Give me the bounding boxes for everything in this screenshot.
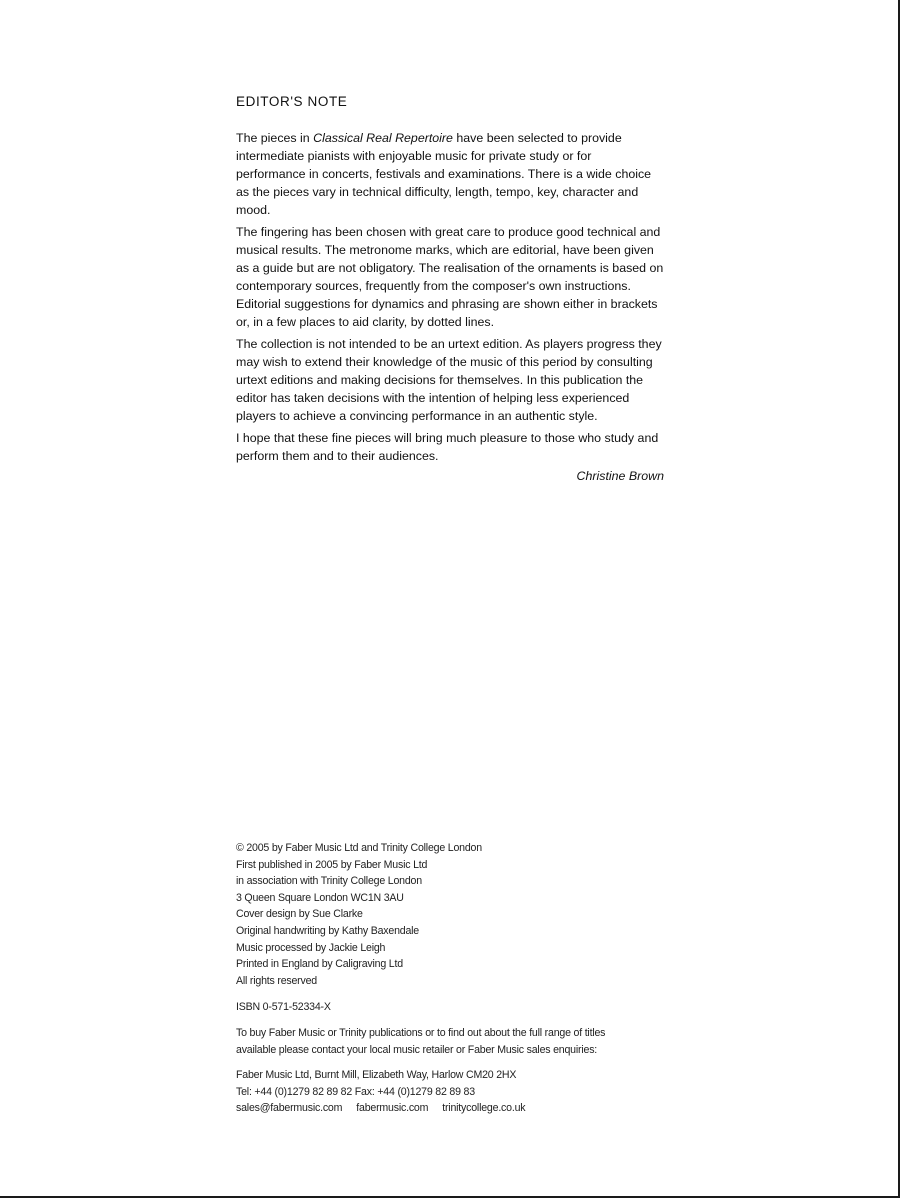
note-paragraph-3: The collection is not intended to be an urtext edition. As players progress they may wish to extend their knowledge of the music of this period by consulting urtext editions and making decisions for themselves. In this publication the editor has taken decisions with the intention of helping less experienced players to achieve a convincing performance in an authentic style. xyxy=(236,337,662,423)
printer-line: Printed in England by Caligraving Ltd xyxy=(236,958,403,971)
sales-address: Faber Music Ltd, Burnt Mill, Elizabeth Way, Harlow CM20 2HX xyxy=(236,1069,517,1082)
sales-email: sales@fabermusic.com xyxy=(236,1102,343,1115)
note-paragraph-1-start: The pieces in xyxy=(236,131,314,145)
book-title: Classical Real Repertoire xyxy=(313,131,453,145)
trinity-website: trinitycollege.co.uk xyxy=(442,1102,526,1115)
contact-block xyxy=(236,1067,676,1117)
purchase-info-line-1: To buy Faber Music or Trinity publications or to find out about the full range of titles xyxy=(236,1026,606,1039)
note-paragraph-1 xyxy=(236,129,664,219)
publisher-address-line: 3 Queen Square London WC1N 3AU xyxy=(236,891,404,904)
editor-signature: Christine Brown xyxy=(576,469,664,483)
contact-links xyxy=(236,1100,676,1117)
handwriting-line: Original handwriting by Kathy Baxendale xyxy=(236,924,420,937)
isbn: ISBN 0-571-52334-X xyxy=(236,1001,331,1014)
phone-fax: Tel: +44 (0)1279 82 89 82 Fax: +44 (0)1279 82 89 83 xyxy=(236,1085,475,1098)
copyright-line: © 2005 by Faber Music Ltd and Trinity College London xyxy=(236,842,482,854)
note-paragraph-4: I hope that these fine pieces will bring much pleasure to those who study and perform them and to their audiences. xyxy=(236,431,659,463)
cover-design-line: Cover design by Sue Clarke xyxy=(236,908,363,921)
first-published-line: First published in 2005 by Faber Music Ltd xyxy=(236,858,428,871)
editors-note-heading: EDITOR'S NOTE xyxy=(236,94,348,109)
purchase-info-line-2: available please contact your local music retailer or Faber Music sales enquiries: xyxy=(236,1043,598,1056)
credits-block xyxy=(236,840,676,989)
rights-line: All rights reserved xyxy=(236,974,317,987)
editors-note xyxy=(236,94,664,483)
publisher-imprint xyxy=(236,840,676,1117)
purchase-info xyxy=(236,1025,676,1058)
note-paragraph-2: The fingering has been chosen with great care to produce good technical and musical results. The metronome marks, which are editorial, have been given as a guide but are not obligatory. The realisation of the ornaments is based on contemporary sources, frequently from the composer's own instructions. Editorial suggestions for dynamics and phrasing are shown either in brackets or, in a few places to aid clarity, by dotted lines. xyxy=(236,225,664,329)
association-line: in association with Trinity College London xyxy=(236,875,422,888)
music-processing-line: Music processed by Jackie Leigh xyxy=(236,941,386,954)
faber-website: fabermusic.com xyxy=(356,1102,429,1115)
note-paragraph-1-rest: have been selected to provide intermediate pianists with enjoyable music for private study or for performance in concerts, festivals and examinations. There is a wide choice as the pieces vary in technical difficulty, length, tempo, key, character and mood. xyxy=(236,131,652,217)
